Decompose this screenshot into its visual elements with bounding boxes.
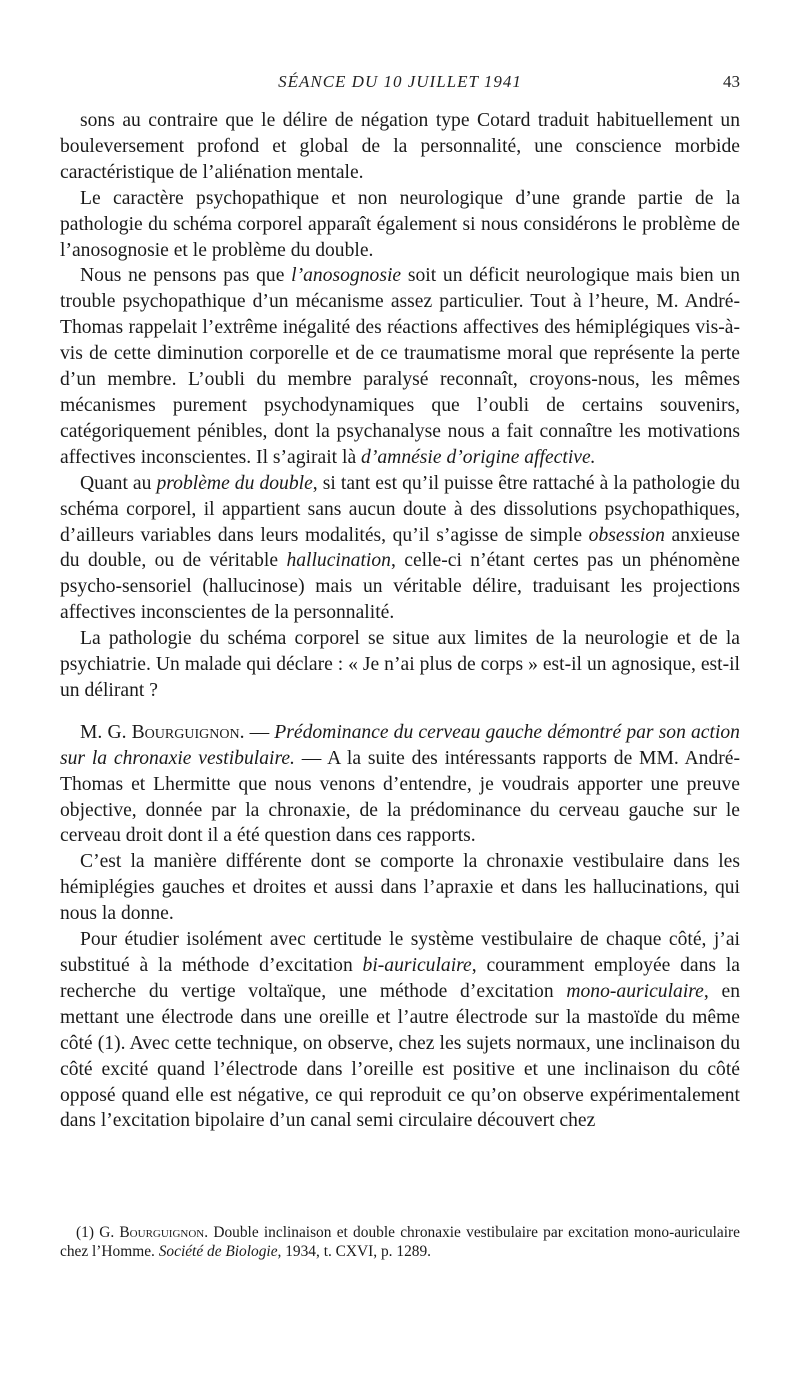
italic-text: hallucination xyxy=(286,550,391,572)
text-run: (1) G. xyxy=(76,1224,120,1241)
text-run: soit un déficit neurologique mais bien un trouble psychopathique d’un mécanisme assez particulier. Tout à l’heure, M. André-Thomas rappelait l’extrême inégalité des réactions affectives des hémiplégiques vis-à-vis de cette diminution corporelle et de ce traumatisme moral que représente la perte d’un membre. L’oubli du membre paralysé reconnaît, croyons-nous, les mêmes mécanismes purement psychodynamiques que l’oubli de certains souvenirs, catégoriquement pénibles, dont la psychanalyse nous a fait connaître les motivations affectives inconscientes. Il s’agirait là xyxy=(60,265,740,468)
text-run: La pathologie du schéma corporel se situe aux limites de la neurologie et de la psychiatrie. Un malade qui déclare : « Je n’ai plus de corps » est-il un agnosique, est-il un délirant ? xyxy=(60,628,740,701)
paragraph xyxy=(60,186,740,264)
author-name: Bourguignon xyxy=(119,1224,205,1241)
text-run: C’est la manière différente dont se comporte la chronaxie vestibulaire dans les hémiplégies gauches et droites et aussi dans l’apraxie et dans les hallucinations, qui nous la donne. xyxy=(60,851,740,925)
italic-text: d’amnésie d’origine affective. xyxy=(361,446,596,468)
italic-text: mono-auriculaire xyxy=(566,980,704,1002)
running-title: SÉANCE DU 10 JUILLET 1941 xyxy=(278,72,522,91)
text-run: , si tant est qu’il puisse être rattaché à la pathologie du schéma corporel, il appartient sans aucun doute à des dissolutions psychopathiques, d’ailleurs variables dans leurs modalités, qu’il s’agisse de simple xyxy=(60,472,740,546)
italic-text: bi-auriculaire xyxy=(362,955,472,976)
paragraph xyxy=(60,626,740,704)
text-run: 1934, t. CXVI, p. 1289. xyxy=(281,1243,432,1260)
italic-text: Prédominance du cerveau gauche démontré par son action sur la chronaxie vestibulaire. xyxy=(60,721,740,769)
paragraph xyxy=(60,927,740,1134)
text-run: , celle-ci n’étant certes pas un phénomène psycho-sensoriel (hallucinose) mais un véritable délire, traduisant les projections affectives inconscientes de la personnalité. xyxy=(60,550,740,624)
italic-text: obsession xyxy=(588,524,665,546)
body-text xyxy=(60,108,740,1134)
italic-text: problème du double xyxy=(156,472,313,494)
paragraph xyxy=(60,720,740,850)
text-run: Le caractère psychopathique et non neurologique d’une grande partie de la pathologie du schéma corporel apparaît également si nous considérons le problème de l’anosognosie et le problème du double. xyxy=(60,187,740,261)
text-run: Quant au xyxy=(80,472,157,494)
footnote-text xyxy=(60,1223,740,1261)
paragraph xyxy=(60,471,740,626)
text-run: . Double inclinaison et double chronaxie vestibulaire par excitation mono-auriculaire chez l’Homme. xyxy=(60,1224,740,1260)
italic-text: l’anosognosie xyxy=(291,265,402,287)
text-run: Nous ne pensons pas que xyxy=(80,265,292,287)
text-run: sons au contraire que le délire de négation type Cotard traduit habituellement un bouleversement profond et global de la personnalité, une conscience morbide caractéristique de l’aliénation mentale. xyxy=(60,110,740,183)
text-run: . — xyxy=(239,721,275,743)
text-run: — A la suite des intéressants rapports de MM. André-Thomas et Lhermitte que nous venons d’entendre, je voudrais apporter une preuve objective, donnée par la chronaxie, de la prédominance du cerveau gauche sur le cerveau droit dont il a été question dans ces rapports. xyxy=(60,747,740,847)
text-run: Pour étudier isolément avec certitude le système vestibulaire de chaque côté, j’ai substitué à la méthode d’excitation xyxy=(60,929,740,976)
text-run: M. G. xyxy=(80,721,132,743)
page-header xyxy=(60,72,740,96)
footnote xyxy=(60,1223,740,1261)
author-name: Bourguignon xyxy=(131,721,240,743)
text-run: anxieuse du double, ou de véritable xyxy=(60,524,741,572)
page-number: 43 xyxy=(723,72,740,91)
text-run: , en mettant une électrode dans une oreille et l’autre électrode sur la mastoïde du même côté (1). Avec cette technique, on observe, chez les sujets normaux, une inclinaison du côté excité quand l’électrode dans l’oreille est positive et une inclinaison du côté opposé quand elle est négative, ce qui reproduit ce qu’on observe expérimentalement dans l’excitation bipolaire d’un canal semi circulaire découvert chez xyxy=(60,980,740,1132)
paragraph xyxy=(60,849,740,927)
paragraph xyxy=(60,108,740,186)
paragraph xyxy=(60,263,740,470)
text-run: , couramment employée dans la recherche du vertige voltaïque, une méthode d’excitation xyxy=(60,955,740,1002)
italic-text: Société de Biologie, xyxy=(158,1243,282,1260)
